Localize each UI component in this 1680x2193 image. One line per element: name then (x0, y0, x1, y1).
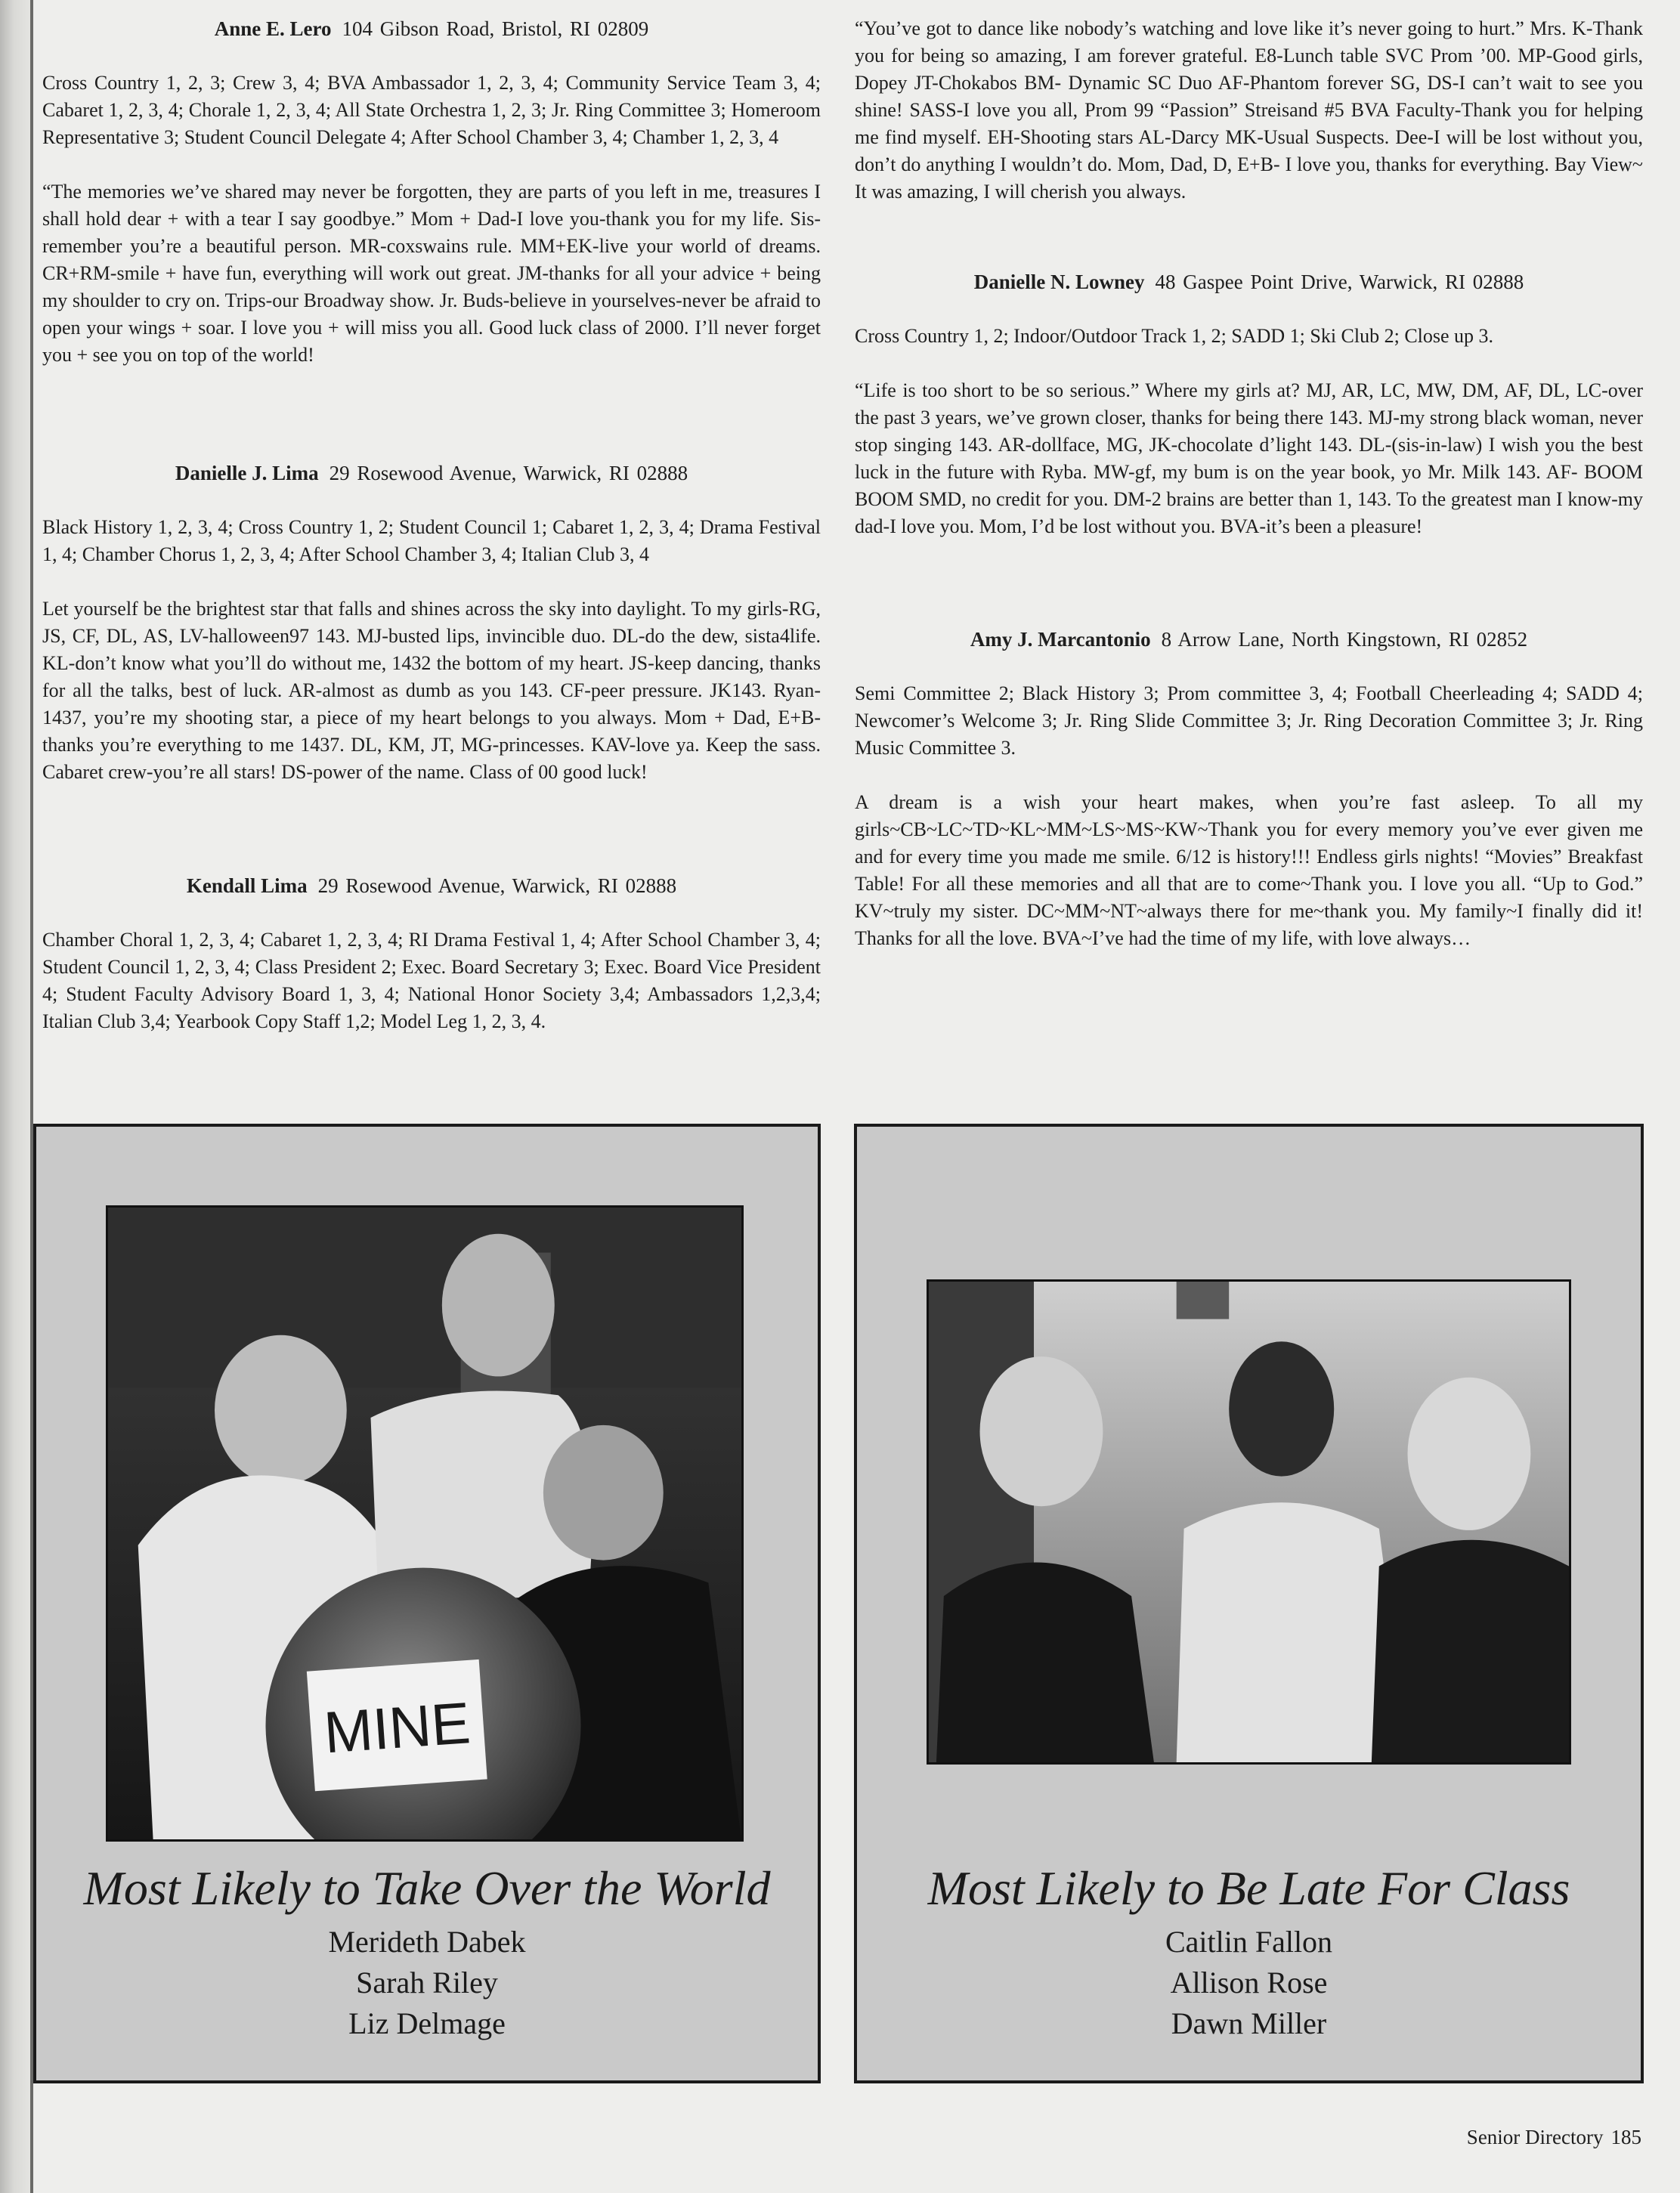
entry-header (855, 268, 1643, 295)
superlative-names (36, 1922, 818, 2044)
senior-message: “The memories we’ve shared may never be forgotten, they are parts of you left in me, treasures I shall hold dear + with a tear I say goodbye.” Mom + Dad-I love you-thank you for my life. Sis-remember you’re a beautiful person. MR-coxswains rule. MM+EK-live your world of dreams. CR+RM-smile + have fun, everything will work out great. JM-thanks for all your advice + being my shoulder to cry on. Trips-our Broadway show. Jr. Buds-believe in yourselves-never be afraid to open your wings + soar. I love you + will miss you all. Good luck class of 2000. I’ll never forget you + see you on top of the world! (42, 181, 821, 366)
senior-name: Danielle N. Lowney (973, 271, 1145, 293)
photo-illustration (929, 1282, 1569, 1762)
senior-message: Let yourself be the brightest star that falls and shines across the sky into daylight. To my girls-RG, JS, CF, DL, AS, LV-halloween97 143. MJ-busted lips, invincible duo. DL-do the dew, sista4life. KL-don’t know what you’ll do without me, 1432 the bottom of my heart. JS-keep dancing, thanks for all the talks, best of luck. AR-almost as dumb as you 143. CF-peer pressure. JK143. Ryan-1437, you’re my shooting star, a piece of my heart belongs to you always. Mom + Dad, E+B-thanks you’re everything to me 1437. DL, KM, JT, MG-princesses. KAV-love ya. Keep the sass. Cabaret crew-you’re all stars! DS-power of the name. Class of 00 good luck! (42, 598, 821, 783)
footer-section: Senior Directory (1466, 2126, 1604, 2148)
page-spine-shadow (0, 0, 33, 2193)
superlative-names (857, 1922, 1641, 2044)
senior-name: Anne E. Lero (214, 17, 332, 40)
senior-activities: Black History 1, 2, 3, 4; Cross Country 1, 2; Student Council 1; Cabaret 1, 2, 3, 4; Drama Festival 1, 4; Chamber Chorus 1, 2, 3, 4; After School Chamber 3, 4; Italian Club 3, 4 (42, 516, 821, 565)
senior-message: “Life is too short to be so serious.” Where my girls at? MJ, AR, LC, MW, DM, AF, DL, LC-over the past 3 years, we’ve grown closer, thanks for being there 143. MJ-my strong black woman, never stop singing 143. AR-dollface, MG, JK-chocolate d’light 143. DL-(sis-in-law) I wish you the best luck in the future with Ryba. MW-gf, my bum is on the year book, yo Mr. Milk 143. AF- BOOM BOOM SMD, no credit for you. DM-2 brains are better than 1, 143. To the greatest man I know-my dad-I love you. Mom, I’d be lost without you. BVA-it’s been a pleasure! (855, 379, 1643, 537)
superlative-name: Merideth Dabek (328, 1925, 526, 1959)
superlative-title: Most Likely to Be Late For Class (927, 1861, 1570, 1915)
entry-header (855, 626, 1643, 653)
superlative-title: Most Likely to Take Over the World (83, 1861, 771, 1915)
senior-entry (855, 626, 1643, 952)
superlative-name: Sarah Riley (356, 1966, 498, 2000)
senior-name: Danielle J. Lima (175, 462, 319, 484)
entry-header (42, 15, 821, 42)
senior-address: 104 Gibson Road, Bristol, RI 02809 (342, 17, 649, 40)
senior-address: 29 Rosewood Avenue, Warwick, RI 02888 (329, 462, 688, 484)
senior-activities: Cross Country 1, 2, 3; Crew 3, 4; BVA Ambassador 1, 2, 3, 4; Community Service Team 3, 4; Cabaret 1, 2, 3, 4; Chorale 1, 2, 3, 4; All State Orchestra 1, 2, 3; Jr. Ring Committee 3; Homeroom Representative 3; Student Council Delegate 4; After School Chamber 3, 4; Chamber 1, 2, 3, 4 (42, 72, 821, 148)
senior-activities: Cross Country 1, 2; Indoor/Outdoor Track 1, 2; SADD 1; Ski Club 2; Close up 3. (855, 325, 1494, 347)
senior-activities: Chamber Choral 1, 2, 3, 4; Cabaret 1, 2, 3, 4; RI Drama Festival 1, 4; After School Chamber 3, 4; Student Council 1, 2, 3, 4; Class President 2; Exec. Board Secretary 3; Exec. Board Vice President 4; Student Faculty Advisory Board 1, 3, 4; National Honor Society 3,4; Ambassadors 1,2,3,4; Italian Club 3,4; Yearbook Copy Staff 1,2; Model Leg 1, 2, 3, 4. (42, 929, 821, 1032)
senior-address: 48 Gaspee Point Drive, Warwick, RI 02888 (1155, 271, 1524, 293)
superlative-photo (106, 1205, 744, 1842)
senior-address: 29 Rosewood Avenue, Warwick, RI 02888 (317, 874, 677, 897)
photo-sign-text: MINE (321, 1690, 473, 1766)
superlative-panel (854, 1124, 1644, 2083)
superlative-panel (33, 1124, 821, 2083)
senior-entry (42, 459, 821, 786)
entry-header (42, 459, 821, 487)
senior-address: 8 Arrow Lane, North Kingstown, RI 02852 (1161, 628, 1528, 651)
senior-name: Amy J. Marcantonio (970, 628, 1151, 651)
senior-message: A dream is a wish your heart makes, when you’re fast asleep. To all my girls~CB~LC~TD~KL~MM~LS~MS~KW~Thank you for every memory you’ve ever given me and for every time you made me smile. 6/12 is history!!! Endless girls nights! “Movies” Breakfast Table! For all these memories and all that are to come~Thank you. I love you all. “Up to God.” KV~truly my sister. DC~MM~NT~always there for me~thank you. My family~I finally did it! Thanks for all the love. BVA~I’ve had the time of my life, with love always… (855, 791, 1643, 949)
photo-illustration (108, 1208, 741, 1839)
superlative-name: Caitlin Fallon (1165, 1925, 1333, 1959)
senior-entry (855, 268, 1643, 540)
superlative-name: Dawn Miller (1171, 2006, 1327, 2040)
senior-entry (42, 15, 821, 369)
page-number: 185 (1610, 2126, 1641, 2148)
superlative-name: Allison Rose (1170, 1966, 1328, 2000)
continued-entry (855, 15, 1643, 206)
senior-entry (42, 872, 821, 1035)
superlative-name: Liz Delmage (348, 2006, 506, 2040)
page-footer (1467, 2123, 1641, 2151)
entry-header (42, 872, 821, 899)
senior-name: Kendall Lima (186, 874, 308, 897)
superlative-photo (927, 1279, 1571, 1765)
senior-activities: Semi Committee 2; Black History 3; Prom committee 3, 4; Football Cheerleading 4; SADD 4; Newcomer’s Welcome 3; Jr. Ring Slide Committee 3; Jr. Ring Decoration Committee 3; Jr. Ring Music Committee 3. (855, 682, 1643, 759)
continued-message: “You’ve got to dance like nobody’s watching and love like it’s never going to hurt.” Mrs. K-Thank you for being so amazing, I am forever grateful. E8-Lunch table SVC Prom ’00. MP-Good girls, Dopey JT-Chokabos BM- Dynamic SC Duo AF-Phantom forever SG, DS-I can’t wait to see you shine! SASS-I love you all, Prom 99 “Passion” Streisand #5 BVA Faculty-Thank you for helping me find myself. EH-Shooting stars AL-Darcy MK-Usual Suspects. Dee-I will be lost without you, don’t do anything I wouldn’t do. Mom, Dad, D, E+B- I love you, thanks for everything. Bay View~ It was amazing, I will cherish you always. (855, 17, 1643, 203)
